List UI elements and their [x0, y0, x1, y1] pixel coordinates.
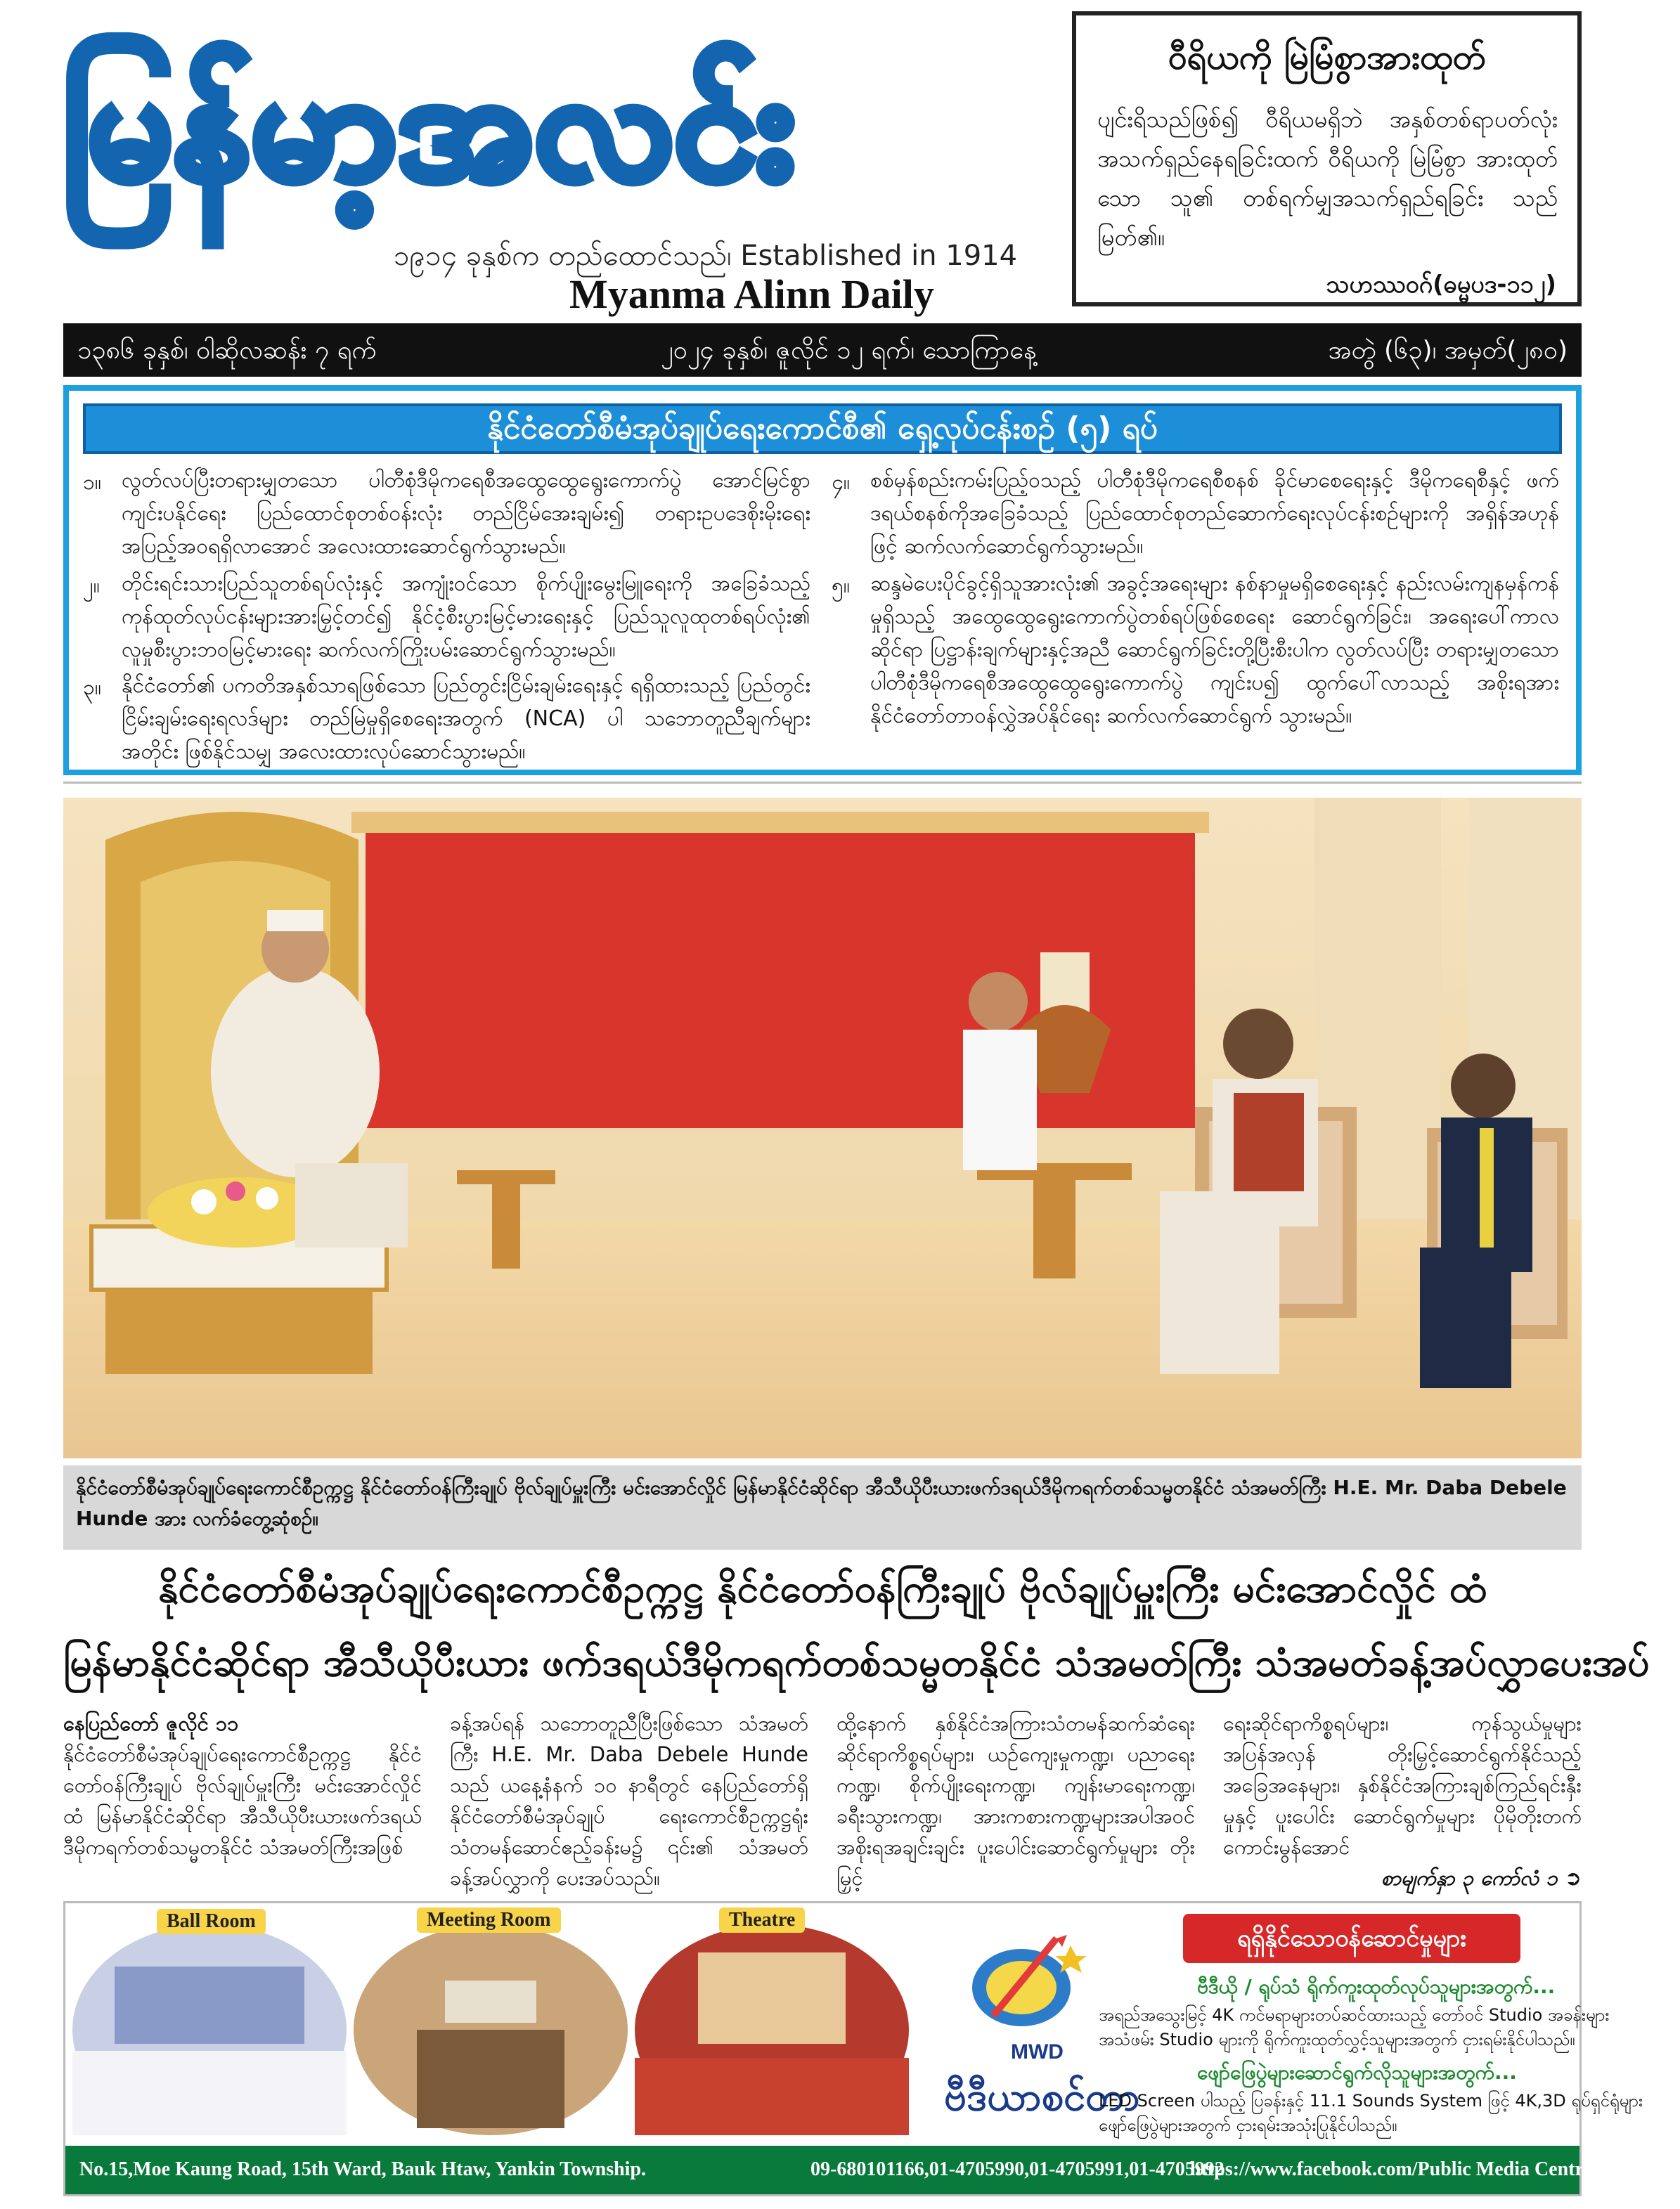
objective-text: တိုင်းရင်းသားပြည်သူတစ်ရပ်လုံးနှင့် အကျုံးဝင်သော စိုက်ပျိုးမွေးမြူရေးကို အခြေခံသည့် ကုန်ထုတ်လုပ်ငန်းများအားမြှင့်တင်၍ နိုင်ငံ့စီးပွားမြင့်မားရေးနှင့် ပြည်သူလူထုတစ်ရပ်လုံး၏ လူမှုစီးပွားဘဝမြင့်မားရေး ဆက်လက်ကြိုးပမ်းဆောင်ရွက်သွားမည်။: [122, 571, 810, 662]
section-divider: [63, 782, 1582, 784]
service-detail: ဖျော်ဖြေပွဲများအတွက် ငှားရမ်းအသုံးပြုနိုင်ပါသည်။: [1099, 2116, 1397, 2135]
objective-number: ၅။: [832, 574, 850, 598]
quote-box: [1072, 11, 1582, 306]
service-detail: အသံဖမ်း Studio များကို ရိုက်ကူးထုတ်လွှင့်သူများအတွက် ငှားရမ်းနိုင်ပါသည်။: [1099, 2030, 1575, 2049]
article-column-3: [836, 1708, 1195, 1893]
advertisement: [63, 1901, 1643, 2196]
meeting-photo: [63, 798, 1582, 1458]
ad-website-link[interactable]: https://www.facebook.com/Public Media Centre: [1190, 2158, 1592, 2180]
article-text: ထို့နောက် နှစ်နိုင်ငံအကြားသံတမန်ဆက်ဆံရေး ဆိုင်ရာကိစ္စရပ်များ၊ ယဉ်ကျေးမှုကဏ္ဍ၊ ပညာရေး ကဏ္ဍ၊ စိုက်ပျိုးရေးကဏ္ဍ၊ ကျန်းမာရေးကဏ္ဍ၊ ခရီးသွားကဏ္ဍ၊ အားကစားကဏ္ဍများအပါအဝင် အစိုးရအချင်းချင်း ပူးပေါင်းဆောင်ရွက်မှုများ တိုးမြှင့်: [836, 1711, 1195, 1890]
myanmar-date: ၁၃၈၆ ခုနှစ်၊ ဝါဆိုလဆန်း ၇ ရက်: [77, 336, 377, 365]
service-detail: အရည်အသွေးမြင့် 4K ကင်မရာများတပ်ဆင်ထားသည့် တော်ဝင် Studio အခန်းများ: [1099, 2005, 1610, 2025]
meeting-photo-illustration: [63, 798, 1582, 1458]
continued-link[interactable]: စာမျက်နှာ ၃ ကော်လံ ၁ ➲: [1381, 1866, 1582, 1890]
newspaper-title-text: မြန်မာ့အလင်း: [63, 40, 796, 212]
dateline: နေပြည်တော် ဇူလိုင် ၁၁: [63, 1711, 239, 1735]
objectives-box: [63, 385, 1582, 775]
objective-text: ဆန္ဒမဲပေးပိုင်ခွင့်ရှိသူအားလုံး၏ အခွင့်အရေးများ နစ်နာမှုမရှိစေရေးနှင့် နည်းလမ်းကျနမှန်ကန်မှုရှိသည့် အထွေထွေရွေးကောက်ပွဲတစ်ရပ်ဖြစ်စေရေး ဆောင်ရွက်ခြင်း၊ အရေးပေါ်ကာလဆိုင်ရာ ပြဋ္ဌာန်းချက်များနှင့်အညီ ဆောင်ရွက်ခြင်းတို့ပြီးစီးပါက လွတ်လပ်ပြီး တရားမျှတသော ပါတီစုံဒီမိုကရေစီအထွေထွေရွေးကောက်ပွဲ ကျင်းပ၍ ထွက်ပေါ်လာသည့် အစိုးရအား နိုင်ငံတော်တာဝန်လွှဲအပ်နိုင်ရေး ဆက်လက်ဆောင်ရွက် သွားမည်။: [870, 571, 1559, 728]
meeting-room-image: [354, 1924, 628, 2135]
objective-number: ၁။: [83, 470, 101, 495]
article-column-1: [63, 1708, 422, 1863]
quote-body: ပျင်းရိသည်ဖြစ်၍ ဝီရိယမရှိဘဲ အနှစ်တစ်ရာပတ်လုံး အသက်ရှည်နေရခြင်းထက် ဝီရိယကို မြဲမြံစွာ အားထုတ်သော သူ၏ တစ်ရက်မျှအသက်ရှည်ရခြင်း သည် မြတ်၏။: [1097, 105, 1558, 251]
objectives-heading: နိုင်ငံတော်စီမံအုပ်ချုပ်ရေးကောင်စီ၏ ရှေ့လုပ်ငန်းစဉ် (၅) ရပ်: [83, 403, 1562, 454]
english-title: Myanma Alinn Daily: [569, 271, 934, 317]
objective-number: ၃။: [83, 675, 101, 700]
article-text: နိုင်ငံတော်စီမံအုပ်ချုပ်ရေးကောင်စီဥက္ကဋ္ဌ နိုင်ငံ တော်ဝန်ကြီးချုပ် ဗိုလ်ချုပ်မှူးကြီး မင်းအောင်လှိုင် ထံ မြန်မာနိုင်ငံဆိုင်ရာ အီသီယိုပီးယားဖက်ဒရယ် ဒီမိုကရက်တစ်သမ္မတနိုင်ငံ သံအမတ်ကြီးအဖြစ်: [63, 1742, 422, 1859]
objective-text: စစ်မှန်စည်းကမ်းပြည့်ဝသည့် ပါတီစုံဒီမိုကရေစီစနစ် ခိုင်မာစေရေးနှင့် ဒီမိုကရေစီနှင့် ဖက်ဒရယ်စနစ်ကိုအခြေခံသည့် ပြည်ထောင်စုတည်ဆောက်ရေးလုပ်ငန်းစဉ်များကို အရှိန်အဟုန်ဖြင့် ဆက်လက်ဆောင်ရွက်သွားမည်။: [870, 468, 1559, 559]
article-text: ခန့်အပ်ရန် သဘောတူညီပြီးဖြစ်သော သံအမတ်ကြီး H.E. Mr. Daba Debele Hunde သည် ယနေ့နံနက် ၁၀ နာရီတွင် နေပြည်တော်ရှိ နိုင်ငံတော်စီမံအုပ်ချုပ် ရေးကောင်စီဥက္ကဋ္ဌရုံး သံတမန်ဆောင်ဧည့်ခန်းမ၌ ၎င်း၏ သံအမတ်ခန့်အပ်လွှာကို ပေးအပ်သည်။: [450, 1711, 808, 1890]
service-heading: ဖျော်ဖြေပွဲများဆောင်ရွက်လိုသူများအတွက်...: [1197, 2061, 1517, 2084]
media-centre-name: ဗီဒီယာစင်တာ: [944, 2074, 1140, 2120]
headline-line-1: နိုင်ငံတော်စီမံအုပ်ချုပ်ရေးကောင်စီဥက္ကဋ္ဌ နိုင်ငံတော်ဝန်ကြီးချုပ် ဗိုလ်ချုပ်မှူးကြီး မင်းအောင်လှိုင် ထံ: [158, 1566, 1487, 1611]
objective-text: နိုင်ငံတော်၏ ပကတိအနှစ်သာရဖြစ်သော ပြည်တွင်းငြိမ်းချမ်းရေးနှင့် ရရှိထားသည့် ပြည်တွင်း ငြိမ်းချမ်းရေးရလဒ်များ တည်မြဲမှုရှိစေရေးအတွက် (NCA) ပါ သဘောတူညီချက်များ အတိုင်း ဖြစ်နိုင်သမျှ အလေးထားလုပ်ဆောင်သွားမည်။: [122, 673, 810, 764]
room-label: Ball Room: [157, 1909, 266, 1934]
article-column-4: [1223, 1708, 1582, 1893]
masthead: [63, 14, 1018, 317]
services-title: ရရှိနိုင်သောဝန်ဆောင်မှုများ: [1183, 1914, 1520, 1963]
photo-caption: နိုင်ငံတော်စီမံအုပ်ချုပ်ရေးကောင်စီဥက္ကဋ္ဌ နိုင်ငံတော်ဝန်ကြီးချုပ် ဗိုလ်ချုပ်မှူးကြီး မင်းအောင်လှိုင် မြန်မာနိုင်ငံဆိုင်ရာ အီသီယိုပီးယားဖက်ဒရယ်ဒီမိုကရက်တစ်သမ္မတနိုင်ငံ သံအမတ်ကြီး H.E. Mr. Daba Debele Hunde အား လက်ခံတွေ့ဆုံစဉ်။: [63, 1465, 1582, 1550]
theatre-image: [635, 1924, 909, 2135]
established-line: ၁၉၁၄ ခုနှစ်က တည်ထောင်သည်၊ Established in 1914: [394, 240, 1018, 272]
objective-text: လွတ်လပ်ပြီးတရားမျှတသော ပါတီစုံဒီမိုကရေစီအထွေထွေရွေးကောက်ပွဲ အောင်မြင်စွာ ကျင်းပနိုင်ရေး ပြည်ထောင်စုတစ်ဝန်းလုံး တည်ငြိမ်အေးချမ်း၍ တရားဥပဒေစိုးမိုးရေး အပြည့်အဝရရှိလာအောင် အလေးထားဆောင်ရွက်သွားမည်။: [122, 468, 810, 559]
service-detail: LED Screen ပါသည့် ပြခန်းနှင့် 11.1 Sounds System ဖြင့် 4K,3D ရုပ်ရှင်ရုံများ: [1099, 2091, 1643, 2111]
mwd-logo-label: MWD: [1011, 2040, 1064, 2064]
newspaper-title: [63, 21, 998, 239]
room-label: Meeting Room: [417, 1907, 561, 1933]
ballroom-image: [72, 1924, 347, 2135]
article-column-2: [450, 1708, 808, 1893]
article-text: ရေးဆိုင်ရာကိစ္စရပ်များ၊ ကုန်သွယ်မှုများ အပြန်အလှန် တိုးမြှင့်ဆောင်ရွက်နိုင်သည့် အခြေအနေများ၊ နှစ်နိုင်ငံအကြားချစ်ကြည်ရင်းနှီးမှုနှင့် ပူးပေါင်း ဆောင်ရွက်မှုများ ပိုမိုတိုးတက်ကောင်းမွန်အောင်: [1223, 1711, 1582, 1859]
quote-source: သဟဿဝဂ်(ဓမ္မပဒ-၁၁၂): [1326, 271, 1556, 299]
date-bar: [63, 323, 1582, 377]
quote-title: ဝီရိယကို မြဲမြံစွာအားထုတ်: [1168, 38, 1486, 77]
gregorian-date: ၂၀၂၄ ခုနှစ်၊ ဇူလိုင် ၁၂ ရက်၊ သောကြာနေ့: [661, 336, 1037, 365]
ad-footer: [65, 2146, 1592, 2194]
room-label: Theatre: [719, 1907, 805, 1933]
headline-line-2: မြန်မာနိုင်ငံဆိုင်ရာ အီသီယိုပီးယား ဖက်ဒရယ်ဒီမိုကရက်တစ်သမ္မတနိုင်ငံ သံအမတ်ကြီး သံအမတ်ခန့်အပ်လွှာပေးအပ်: [63, 1640, 1650, 1685]
mwd-logo-icon: [951, 1931, 1092, 2037]
service-heading: ဗီဒီယို / ရုပ်သံ ရိုက်ကူးထုတ်လုပ်သူများအတွက်...: [1197, 1975, 1556, 1998]
ad-address: No.15,Moe Kaung Road, 15th Ward, Bauk Htaw, Yankin Township.: [79, 2158, 647, 2180]
volume-number: အတွဲ (၆၃)၊ အမှတ်(၂၈၀): [1328, 336, 1568, 365]
objective-number: ၄။: [832, 470, 850, 495]
objective-number: ၂။: [83, 574, 100, 598]
ad-phone-numbers: 09-680101166,01-4705990,01-4705991,01-4705992: [810, 2158, 1225, 2180]
